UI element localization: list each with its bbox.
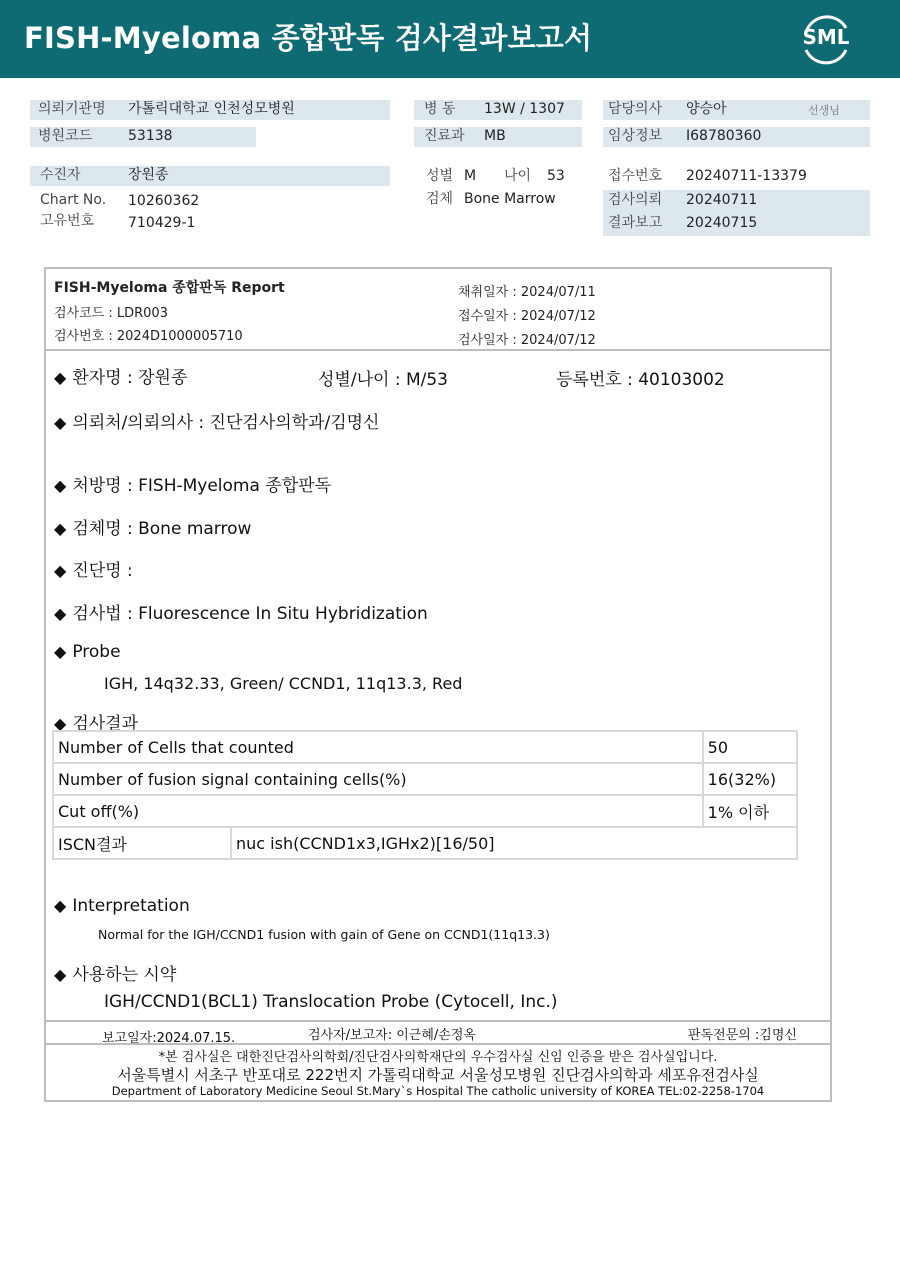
patient-label: 수진자 bbox=[40, 167, 81, 183]
logo-text: SML bbox=[802, 25, 850, 49]
chart-value: 10260362 bbox=[128, 193, 200, 209]
diamond-icon: ◆ bbox=[54, 368, 67, 387]
diamond-icon: ◆ bbox=[54, 604, 67, 623]
report-head bbox=[46, 269, 830, 351]
sex-label: 성별 bbox=[426, 168, 454, 184]
iscn-label: ISCN결과 bbox=[53, 827, 231, 859]
result-value: 20240715 bbox=[686, 215, 758, 231]
lab-department: Department of Laboratory Medicine Seoul St.Mary`s Hospital The catholic university of KOREA TEL:02-2258-1704 bbox=[111, 1084, 765, 1098]
doctor-suffix: 선생님 bbox=[808, 104, 840, 117]
reagent-heading: 사용하는 시약 bbox=[72, 965, 177, 985]
reagent-line bbox=[54, 960, 176, 985]
specimen-value: Bone Marrow bbox=[464, 191, 556, 207]
reagent-text: IGH/CCND1(BCL1) Translocation Probe (Cytocell, Inc.) bbox=[104, 992, 558, 1012]
test-number: 검사번호 : 2024D1000005710 bbox=[54, 329, 243, 344]
result-label: 결과보고 bbox=[608, 215, 663, 231]
receipt-value: 20240711-13379 bbox=[686, 168, 807, 184]
dept-value: MB bbox=[484, 128, 506, 144]
request-label: 검사의뢰 bbox=[608, 192, 663, 208]
table-cell: 16(32%) bbox=[703, 763, 797, 795]
report-header bbox=[0, 0, 900, 78]
reg-number: 등록번호 : 40103002 bbox=[556, 370, 725, 390]
specimen-line bbox=[54, 514, 251, 539]
institution-value: 가톨릭대학교 인천성모병원 bbox=[128, 101, 295, 117]
sex-age: 성별/나이 : M/53 bbox=[318, 370, 448, 390]
report-box bbox=[44, 267, 832, 1102]
iscn-value: nuc ish(CCND1x3,IGHx2)[16/50] bbox=[231, 827, 797, 859]
diamond-icon: ◆ bbox=[54, 714, 67, 733]
uid-value: 710429-1 bbox=[128, 215, 196, 231]
receive-date: 접수일자 : 2024/07/12 bbox=[458, 309, 596, 324]
doctor-value: 양승아 bbox=[686, 101, 727, 117]
referral: 의뢰처/의뢰의사 : 진단검사의학과/김명신 bbox=[72, 413, 380, 433]
sml-logo bbox=[798, 12, 854, 66]
referral-line bbox=[54, 408, 379, 433]
institution-label: 의뢰기관명 bbox=[38, 101, 106, 117]
hospcode-label: 병원코드 bbox=[38, 128, 93, 144]
table-row bbox=[53, 795, 797, 827]
certification-note: *본 검사실은 대한진단검사의학회/진단검사의학재단의 우수검사실 신임 인증을 받은 검사실입니다. bbox=[158, 1050, 718, 1065]
patient-value: 장원종 bbox=[128, 167, 169, 183]
method: 검사법 : Fluorescence In Situ Hybridization bbox=[72, 604, 428, 624]
patient-name: 환자명 : 장원종 bbox=[72, 368, 188, 388]
diagnosis-line bbox=[54, 556, 133, 581]
table-row bbox=[53, 731, 797, 763]
interpretation-heading: Interpretation bbox=[72, 896, 190, 916]
report-title: FISH-Myeloma 종합판독 Report bbox=[54, 280, 285, 296]
probe-line bbox=[54, 642, 121, 662]
ward-value: 13W / 1307 bbox=[484, 101, 565, 117]
specimen-label: 검체 bbox=[426, 191, 454, 207]
test-date: 검사일자 : 2024/07/12 bbox=[458, 333, 596, 348]
hospcode-value: 53138 bbox=[128, 128, 173, 144]
patient-name-line bbox=[54, 363, 187, 388]
ward-label: 병 동 bbox=[424, 101, 456, 117]
age-label: 나이 bbox=[504, 168, 532, 184]
clinical-label: 임상정보 bbox=[608, 128, 663, 144]
interpretation-line bbox=[54, 896, 190, 916]
request-value: 20240711 bbox=[686, 192, 758, 208]
diamond-icon: ◆ bbox=[54, 642, 67, 661]
specialist: 판독전문의 :김명신 bbox=[688, 1028, 797, 1043]
report-date: 보고일자:2024.07.15. bbox=[102, 1031, 236, 1046]
result-heading: 검사결과 bbox=[72, 714, 139, 734]
table-cell: 50 bbox=[703, 731, 797, 763]
table-row bbox=[53, 763, 797, 795]
diamond-icon: ◆ bbox=[54, 965, 67, 984]
dept-label: 진료과 bbox=[424, 128, 465, 144]
result-table bbox=[52, 730, 798, 860]
diamond-icon: ◆ bbox=[54, 519, 67, 538]
probe-detail: IGH, 14q32.33, Green/ CCND1, 11q13.3, Red bbox=[104, 674, 463, 693]
table-cell: 1% 이하 bbox=[703, 795, 797, 827]
method-line bbox=[54, 599, 428, 624]
receipt-label: 접수번호 bbox=[608, 168, 663, 184]
page-title: FISH-Myeloma 종합판독 검사결과보고서 bbox=[24, 21, 593, 55]
doctor-label: 담당의사 bbox=[608, 101, 663, 117]
diamond-icon: ◆ bbox=[54, 561, 67, 580]
table-cell: Number of Cells that counted bbox=[53, 731, 703, 763]
test-code: 검사코드 : LDR003 bbox=[54, 306, 168, 321]
chart-label: Chart No. bbox=[40, 192, 107, 208]
table-cell: Number of fusion signal containing cells(%) bbox=[53, 763, 703, 795]
table-cell: Cut off(%) bbox=[53, 795, 703, 827]
lab-address: 서울특별시 서초구 반포대로 222번지 가톨릭대학교 서울성모병원 진단검사의학과 세포유전검사실 bbox=[117, 1066, 759, 1084]
uid-label: 고유번호 bbox=[40, 213, 95, 229]
examiner: 검사자/보고자: 이근혜/손정옥 bbox=[308, 1028, 476, 1043]
collect-date: 채취일자 : 2024/07/11 bbox=[458, 285, 596, 300]
age-value: 53 bbox=[547, 168, 565, 184]
diamond-icon: ◆ bbox=[54, 413, 67, 432]
diagnosis: 진단명 : bbox=[72, 561, 133, 581]
probe-heading: Probe bbox=[72, 642, 121, 662]
specimen-name: 검체명 : Bone marrow bbox=[72, 519, 252, 539]
prescription-line bbox=[54, 471, 331, 496]
diamond-icon: ◆ bbox=[54, 476, 67, 495]
clinical-value: I68780360 bbox=[686, 128, 762, 144]
diamond-icon: ◆ bbox=[54, 896, 67, 915]
sex-value: M bbox=[464, 168, 477, 184]
interpretation-text: Normal for the IGH/CCND1 fusion with gain of Gene on CCND1(11q13.3) bbox=[98, 927, 550, 942]
prescription: 처방명 : FISH-Myeloma 종합판독 bbox=[72, 476, 331, 496]
table-row bbox=[53, 827, 797, 859]
